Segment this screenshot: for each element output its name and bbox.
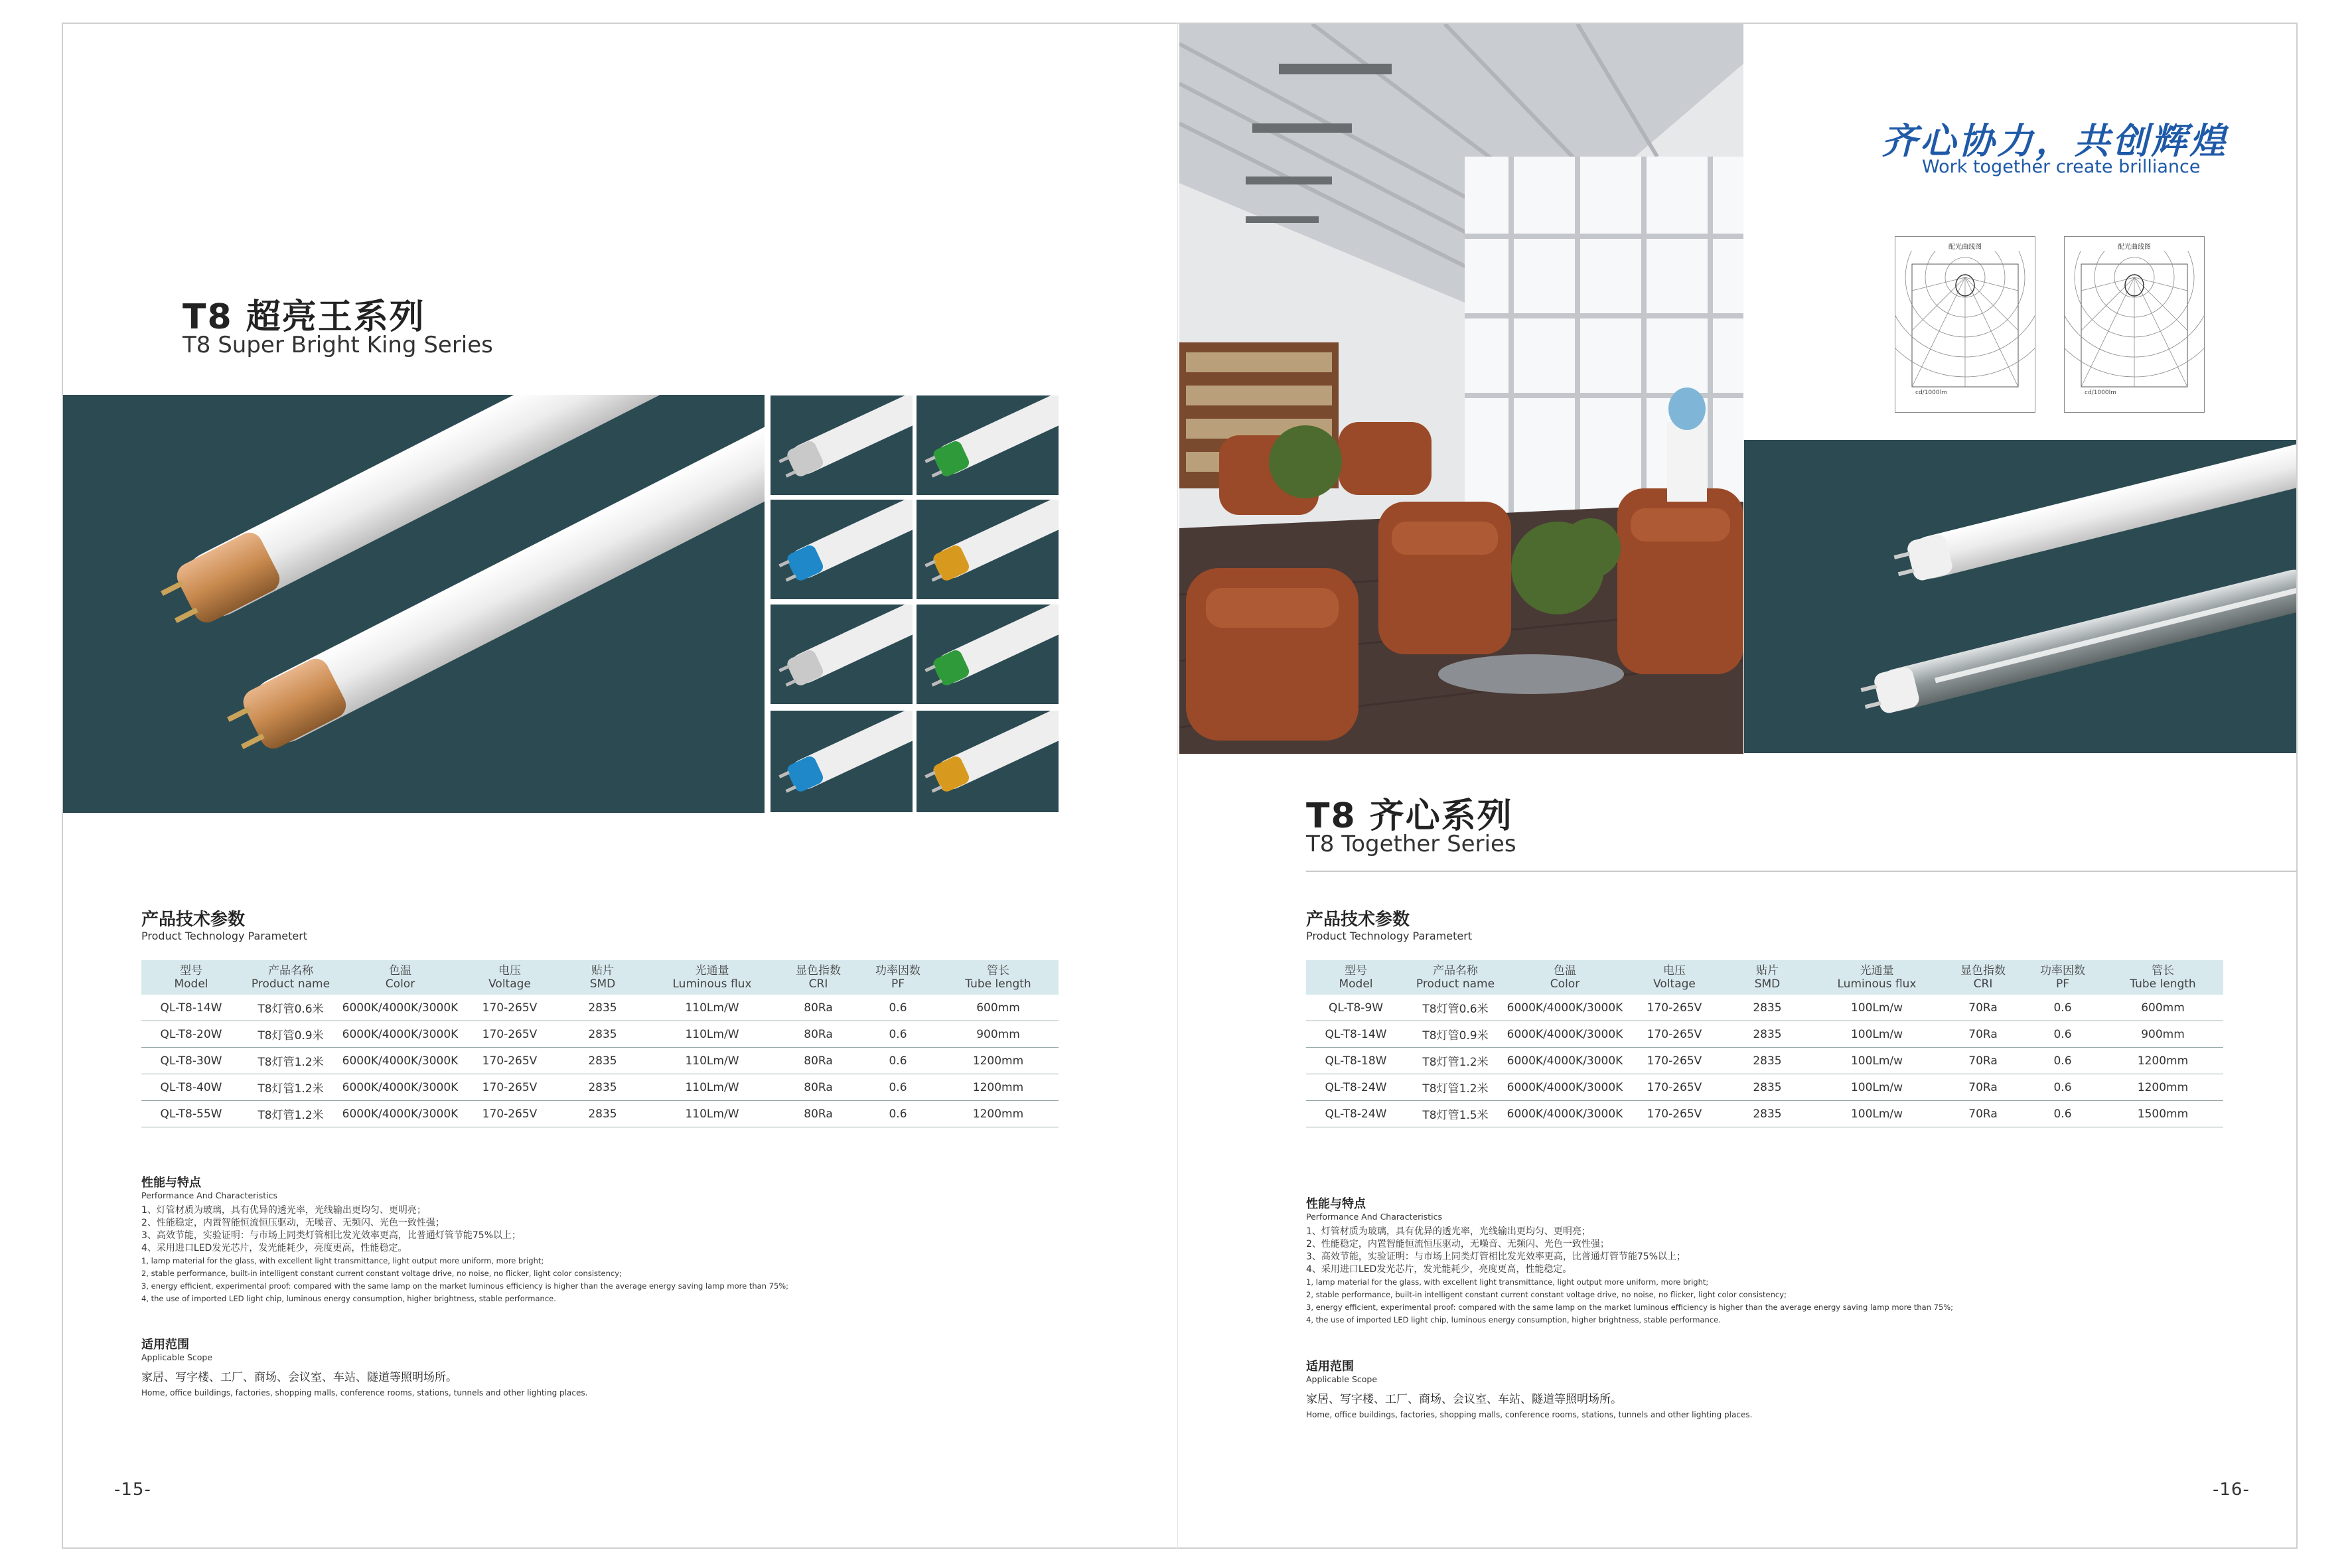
- tube-pair-illustration: [63, 395, 765, 813]
- table-row: [1306, 995, 2223, 1021]
- table-cell: 2835: [559, 1048, 646, 1074]
- table-cell: 2835: [1724, 1048, 1810, 1074]
- table-cell: 6000K/4000K/3000K: [340, 995, 460, 1021]
- feature-line-en: 1, lamp material for the glass, with excellent light transmittance, light output more uniform, more bright;: [1306, 1277, 1709, 1287]
- table-cell: 70Ra: [1943, 1048, 2023, 1074]
- table-header-cell: [646, 960, 778, 995]
- table-cell: 110Lm/W: [646, 1021, 778, 1048]
- feature-line-en: 4, the use of imported LED light chip, luminous energy consumption, higher brightness, stable performance.: [141, 1294, 556, 1303]
- table-header-cell: [1810, 960, 1943, 995]
- scope-text-en: Home, office buildings, factories, shopping malls, conference rooms, stations, tunnels and other lighting places.: [141, 1388, 588, 1397]
- table-cell: 600mm: [2102, 995, 2223, 1021]
- features-title-cn: 性能与特点: [1306, 1197, 1366, 1211]
- thumb-amber-cap-2: [916, 710, 1059, 813]
- right-title-cn: T8 齐心系列: [1306, 796, 1513, 836]
- table-cell: 0.6: [2023, 1048, 2102, 1074]
- table-cell: 80Ra: [778, 1074, 858, 1101]
- header-label-cn: 型号: [180, 964, 202, 977]
- header-label-en: CRI: [1973, 977, 1993, 991]
- left-spec-title-cn: 产品技术参数: [141, 910, 246, 930]
- header-label-en: Voltage: [488, 977, 531, 991]
- feature-line: 4、采用进口LED发光芯片，发光能耗少，亮度更高，性能稳定。: [1306, 1264, 1572, 1275]
- table-row: [1306, 1101, 2223, 1127]
- table-cell: 1500mm: [2102, 1101, 2223, 1127]
- table-cell: 6000K/4000K/3000K: [1505, 1021, 1625, 1048]
- table-cell: 2835: [559, 1021, 646, 1048]
- table-header-cell: [858, 960, 938, 995]
- feature-line: 2、性能稳定，内置智能恒流恒压驱动，无噪音、无频闪、光色一致性强；: [141, 1218, 445, 1228]
- right-title-divider: [1306, 871, 2298, 872]
- feature-line-en: 2, stable performance, built-in intelligent constant current constant voltage drive, no noise, no flicker, light color consistency;: [1306, 1290, 1787, 1299]
- header-label-cn: 显色指数: [796, 964, 841, 977]
- scope-title-en: Applicable Scope: [141, 1352, 213, 1362]
- thumb-amber-cap: [916, 499, 1059, 600]
- header-label-cn: 色温: [1554, 964, 1576, 977]
- table-cell: 70Ra: [1943, 1074, 2023, 1101]
- thumb-blue-cap-2: [770, 710, 913, 813]
- feature-line-en: 1, lamp material for the glass, with excellent light transmittance, light output more uniform, more bright;: [141, 1256, 544, 1265]
- table-cell: 0.6: [2023, 1021, 2102, 1048]
- table-row: [1306, 1048, 2223, 1074]
- table-cell: 110Lm/W: [646, 995, 778, 1021]
- header-label-cn: 功率因数: [875, 964, 920, 977]
- feature-line: 4、采用进口LED发光芯片，发光能耗少，亮度更高，性能稳定。: [141, 1243, 407, 1253]
- left-spec-table: [141, 960, 1059, 1127]
- header-label-en: Luminous flux: [672, 977, 752, 991]
- header-label-cn: 管长: [2152, 964, 2174, 977]
- table-cell: 100Lm/w: [1810, 1074, 1943, 1101]
- table-cell: 2835: [1724, 1021, 1810, 1048]
- scope-title-cn: 适用范围: [141, 1338, 189, 1352]
- feature-line-en: 3, energy efficient, experimental proof: compared with the same lamp on the market luminous efficiency is higher than the average energy saving lamp more than 75%;: [1306, 1303, 1954, 1312]
- right-spec-title-en: Product Technology Parametert: [1306, 930, 1473, 942]
- table-cell: 100Lm/w: [1810, 1048, 1943, 1074]
- polar-unit: cd/1000lm: [2085, 390, 2116, 396]
- table-cell: 170-265V: [1625, 995, 1724, 1021]
- table-header-cell: [1724, 960, 1810, 995]
- left-title-cn: T8 超亮王系列: [183, 297, 425, 337]
- header-label-en: SMD: [1754, 977, 1781, 991]
- table-cell: 2835: [1724, 995, 1810, 1021]
- table-cell: QL-T8-24W: [1306, 1101, 1406, 1127]
- table-cell: 70Ra: [1943, 995, 2023, 1021]
- page-number-right: -16-: [2213, 1480, 2250, 1500]
- header-label-cn: 贴片: [591, 964, 614, 977]
- header-label-en: Tube length: [2130, 977, 2196, 991]
- table-header-cell: [1306, 960, 1406, 995]
- table-header-cell: [1625, 960, 1724, 995]
- table-cell: QL-T8-14W: [141, 995, 241, 1021]
- header-label-cn: 型号: [1345, 964, 1367, 977]
- table-header-cell: [1943, 960, 2023, 995]
- table-cell: 6000K/4000K/3000K: [1505, 995, 1625, 1021]
- table-cell: T8灯管0.9米: [1406, 1021, 1505, 1048]
- header-label-en: PF: [2055, 977, 2070, 991]
- table-header-row: [141, 960, 1059, 995]
- table-cell: 900mm: [938, 1021, 1059, 1048]
- header-label-cn: 产品名称: [1433, 964, 1478, 977]
- page-number-left: -15-: [114, 1480, 151, 1500]
- table-cell: 1200mm: [2102, 1074, 2223, 1101]
- feature-line: 1、灯管材质为玻璃，具有优异的透光率，光线输出更均匀、更明亮；: [141, 1205, 426, 1216]
- table-header-cell: [559, 960, 646, 995]
- header-label-en: Model: [1339, 977, 1373, 991]
- table-cell: 2835: [559, 995, 646, 1021]
- header-label-cn: 电压: [498, 964, 521, 977]
- table-cell: 2835: [559, 1101, 646, 1127]
- table-cell: 1200mm: [2102, 1048, 2223, 1074]
- light-distribution-diagram-2: [2064, 236, 2205, 413]
- table-cell: T8灯管1.2米: [1406, 1074, 1505, 1101]
- table-cell: 6000K/4000K/3000K: [1505, 1074, 1625, 1101]
- feature-line: 3、高效节能，实验证明：与市场上同类灯管相比发光效率更高，比普通灯管节能75%以上；: [1306, 1251, 1686, 1262]
- table-row: [141, 1074, 1059, 1101]
- header-label-cn: 色温: [389, 964, 411, 977]
- table-cell: 110Lm/W: [646, 1101, 778, 1127]
- table-cell: 100Lm/w: [1810, 995, 1943, 1021]
- header-label-en: Tube length: [965, 977, 1031, 991]
- table-cell: 6000K/4000K/3000K: [340, 1048, 460, 1074]
- table-row: [141, 1021, 1059, 1048]
- header-label-en: Voltage: [1653, 977, 1696, 991]
- table-cell: 0.6: [858, 995, 938, 1021]
- table-header-cell: [2023, 960, 2102, 995]
- header-label-cn: 功率因数: [2040, 964, 2085, 977]
- table-cell: 0.6: [858, 1074, 938, 1101]
- table-header-cell: [340, 960, 460, 995]
- right-scope-block: [1306, 1357, 1752, 1419]
- features-title-cn: 性能与特点: [141, 1176, 201, 1190]
- polar-title: 配光曲线图: [2118, 244, 2151, 251]
- header-label-cn: 贴片: [1756, 964, 1779, 977]
- right-spec-title-cn: 产品技术参数: [1306, 910, 1410, 930]
- table-header-row: [1306, 960, 2223, 995]
- table-cell: 170-265V: [1625, 1074, 1724, 1101]
- table-cell: 2835: [559, 1074, 646, 1101]
- header-label-en: Product name: [251, 977, 331, 991]
- table-cell: 70Ra: [1943, 1021, 2023, 1048]
- header-label-en: SMD: [589, 977, 616, 991]
- polar-title: 配光曲线图: [1948, 244, 1982, 251]
- table-cell: T8灯管1.5米: [1406, 1101, 1505, 1127]
- header-label-en: Color: [1550, 977, 1580, 991]
- table-cell: 170-265V: [460, 1021, 559, 1048]
- table-cell: 170-265V: [460, 1101, 559, 1127]
- thumb-silver-cap-2: [770, 604, 913, 705]
- table-cell: QL-T8-14W: [1306, 1021, 1406, 1048]
- table-cell: 170-265V: [460, 1048, 559, 1074]
- feature-line-en: 2, stable performance, built-in intelligent constant current constant voltage drive, no noise, no flicker, light color consistency;: [141, 1269, 622, 1278]
- table-header-cell: [938, 960, 1059, 995]
- slogan-en: Work together create brilliance: [1922, 157, 2201, 177]
- table-cell: T8灯管1.2米: [241, 1101, 340, 1127]
- header-label-en: CRI: [808, 977, 828, 991]
- table-cell: 100Lm/w: [1810, 1021, 1943, 1048]
- table-cell: T8灯管1.2米: [1406, 1048, 1505, 1074]
- table-cell: 1200mm: [938, 1101, 1059, 1127]
- table-cell: T8灯管1.2米: [241, 1048, 340, 1074]
- table-header-cell: [460, 960, 559, 995]
- table-row: [141, 1101, 1059, 1127]
- header-label-en: PF: [891, 977, 905, 991]
- table-cell: 110Lm/W: [646, 1048, 778, 1074]
- thumb-green-cap: [916, 395, 1059, 496]
- table-cell: 0.6: [2023, 1101, 2102, 1127]
- scope-text-cn: 家居、写字楼、工厂、商场、会议室、车站、隧道等照明场所。: [141, 1371, 457, 1384]
- office-lounge-photo: [1179, 24, 1743, 754]
- header-label-cn: 电压: [1663, 964, 1686, 977]
- feature-line: 2、性能稳定，内置智能恒流恒压驱动，无噪音、无频闪、光色一致性强；: [1306, 1239, 1609, 1249]
- thumb-silver-cap: [770, 395, 913, 496]
- table-cell: 170-265V: [460, 1074, 559, 1101]
- table-header-cell: [141, 960, 241, 995]
- table-header-cell: [2102, 960, 2223, 995]
- left-title-en: T8 Super Bright King Series: [183, 332, 493, 358]
- table-cell: 0.6: [2023, 995, 2102, 1021]
- feature-line: 1、灯管材质为玻璃，具有优异的透光率，光线输出更均匀、更明亮；: [1306, 1226, 1591, 1237]
- table-cell: 0.6: [2023, 1074, 2102, 1101]
- header-label-cn: 产品名称: [268, 964, 313, 977]
- table-cell: 170-265V: [1625, 1101, 1724, 1127]
- table-header-cell: [1406, 960, 1505, 995]
- table-cell: 170-265V: [1625, 1021, 1724, 1048]
- feature-line: 3、高效节能，实验证明：与市场上同类灯管相比发光效率更高，比普通灯管节能75%以上；: [141, 1230, 522, 1241]
- table-cell: 6000K/4000K/3000K: [340, 1074, 460, 1101]
- page-spine: [1177, 23, 1178, 1549]
- table-row: [1306, 1021, 2223, 1048]
- table-cell: 2835: [1724, 1074, 1810, 1101]
- scope-text-cn: 家居、写字楼、工厂、商场、会议室、车站、隧道等照明场所。: [1306, 1393, 1622, 1406]
- table-cell: QL-T8-20W: [141, 1021, 241, 1048]
- table-cell: 0.6: [858, 1048, 938, 1074]
- table-header-cell: [1505, 960, 1625, 995]
- together-series-product-image: [1744, 440, 2296, 753]
- table-cell: 600mm: [938, 995, 1059, 1021]
- table-cell: 0.6: [858, 1021, 938, 1048]
- table-cell: 6000K/4000K/3000K: [1505, 1048, 1625, 1074]
- table-cell: 1200mm: [938, 1074, 1059, 1101]
- header-label-en: Luminous flux: [1837, 977, 1917, 991]
- slogan-cn: 齐心协力，共创辉煌: [1881, 119, 2228, 162]
- table-cell: 80Ra: [778, 1101, 858, 1127]
- header-label-cn: 光通量: [695, 964, 729, 977]
- header-label-cn: 管长: [987, 964, 1009, 977]
- header-label-cn: 显色指数: [1960, 964, 2006, 977]
- table-cell: QL-T8-30W: [141, 1048, 241, 1074]
- table-row: [1306, 1074, 2223, 1101]
- table-cell: T8灯管0.6米: [1406, 995, 1505, 1021]
- table-cell: 900mm: [2102, 1021, 2223, 1048]
- scope-title-cn: 适用范围: [1306, 1360, 1354, 1374]
- header-label-en: Color: [385, 977, 415, 991]
- scope-text-en: Home, office buildings, factories, shopping malls, conference rooms, stations, tunnels and other lighting places.: [1306, 1410, 1753, 1419]
- feature-line-en: 3, energy efficient, experimental proof: compared with the same lamp on the market luminous efficiency is higher than the average energy saving lamp more than 75%;: [141, 1281, 789, 1291]
- table-cell: QL-T8-55W: [141, 1101, 241, 1127]
- left-spec-title-en: Product Technology Parametert: [141, 930, 308, 942]
- table-cell: T8灯管1.2米: [241, 1074, 340, 1101]
- table-cell: T8灯管0.6米: [241, 995, 340, 1021]
- table-cell: QL-T8-18W: [1306, 1048, 1406, 1074]
- main-product-image: [63, 395, 765, 813]
- table-cell: 110Lm/W: [646, 1074, 778, 1101]
- features-title-en: Performance And Characteristics: [1306, 1212, 1443, 1222]
- polar-unit: cd/1000lm: [1915, 390, 1947, 396]
- table-cell: QL-T8-24W: [1306, 1074, 1406, 1101]
- table-cell: 80Ra: [778, 995, 858, 1021]
- table-cell: 6000K/4000K/3000K: [340, 1021, 460, 1048]
- table-cell: 2835: [1724, 1101, 1810, 1127]
- left-features-block: [141, 1173, 788, 1305]
- table-cell: 170-265V: [460, 995, 559, 1021]
- table-cell: QL-T8-9W: [1306, 995, 1406, 1021]
- table-cell: 6000K/4000K/3000K: [340, 1101, 460, 1127]
- left-scope-block: [141, 1335, 587, 1397]
- right-features-block: [1306, 1194, 1953, 1326]
- header-label-cn: 光通量: [1860, 964, 1894, 977]
- scope-title-en: Applicable Scope: [1306, 1374, 1378, 1384]
- table-cell: 70Ra: [1943, 1101, 2023, 1127]
- header-label-en: Model: [174, 977, 208, 991]
- features-title-en: Performance And Characteristics: [141, 1190, 278, 1200]
- table-cell: QL-T8-40W: [141, 1074, 241, 1101]
- thumb-green-cap-2: [916, 604, 1059, 705]
- right-spec-table: [1306, 960, 2223, 1127]
- table-cell: 80Ra: [778, 1048, 858, 1074]
- table-header-cell: [241, 960, 340, 995]
- table-cell: 6000K/4000K/3000K: [1505, 1101, 1625, 1127]
- table-cell: 170-265V: [1625, 1048, 1724, 1074]
- light-distribution-diagram-1: [1895, 236, 2035, 413]
- table-row: [141, 1048, 1059, 1074]
- table-row: [141, 995, 1059, 1021]
- thumb-blue-cap: [770, 499, 913, 600]
- table-cell: 80Ra: [778, 1021, 858, 1048]
- header-label-en: Product name: [1416, 977, 1495, 991]
- table-cell: 1200mm: [938, 1048, 1059, 1074]
- table-cell: T8灯管0.9米: [241, 1021, 340, 1048]
- right-title-en: T8 Together Series: [1306, 831, 1516, 857]
- feature-line-en: 4, the use of imported LED light chip, luminous energy consumption, higher brightness, stable performance.: [1306, 1315, 1721, 1324]
- table-cell: 0.6: [858, 1101, 938, 1127]
- table-cell: 100Lm/w: [1810, 1101, 1943, 1127]
- table-header-cell: [778, 960, 858, 995]
